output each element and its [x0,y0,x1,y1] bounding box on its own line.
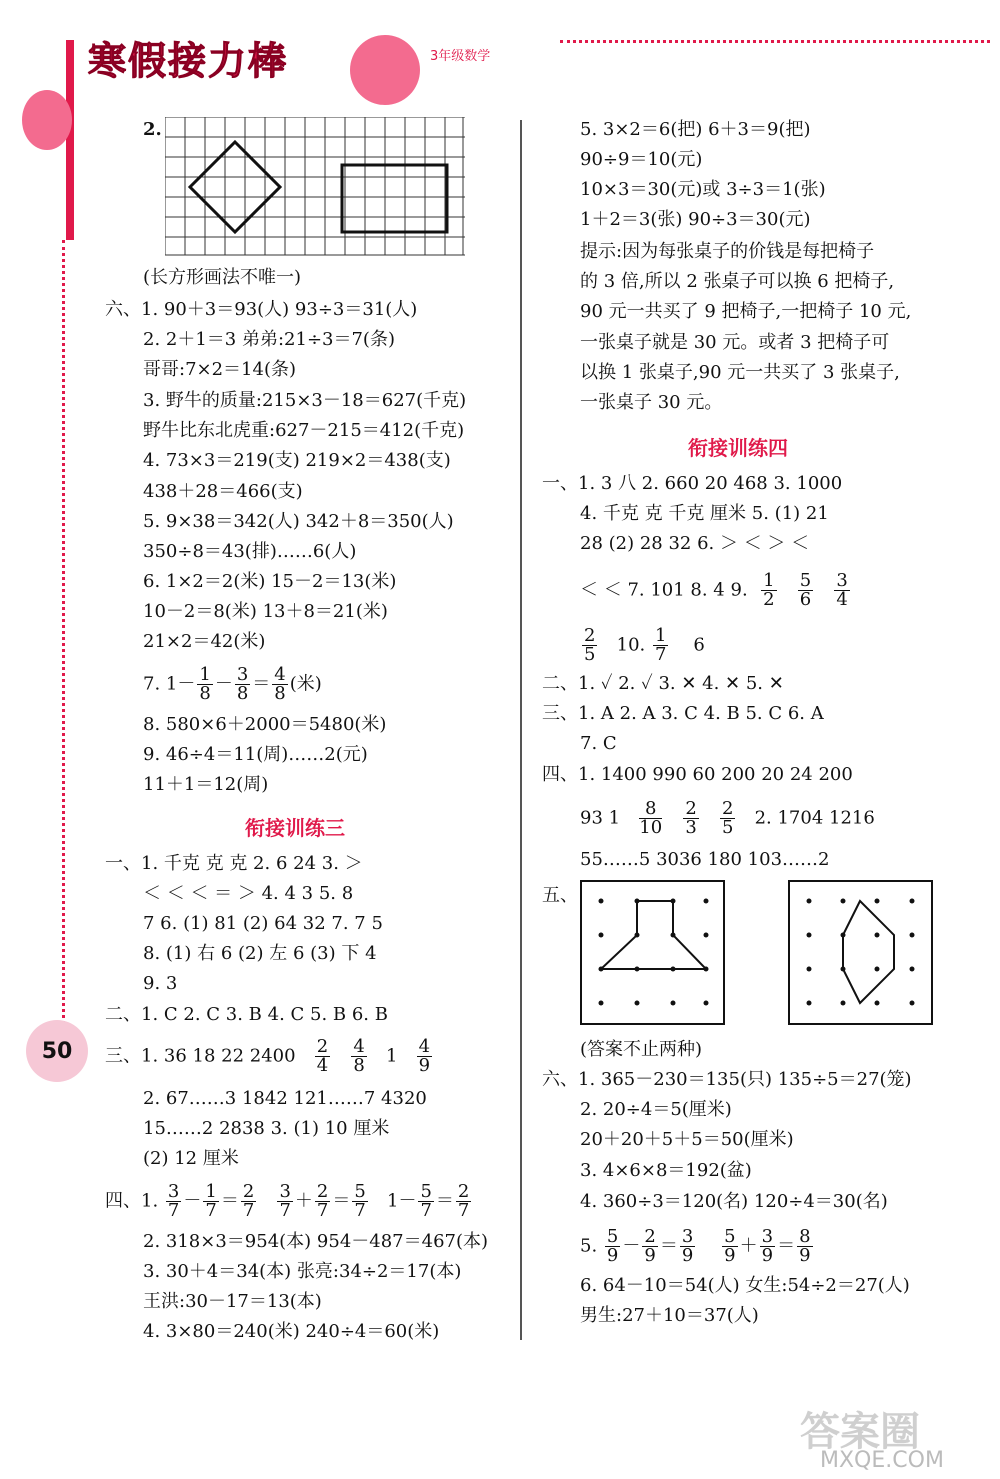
fraction: $\frac{1}{7}$ [655,625,667,665]
t4-line: 28 (2) 28 32 6. ＞ ＜ ＞ ＜ [580,533,810,554]
right-line: 的 3 倍,所以 2 张桌子可以换 6 把椅子, [580,271,895,292]
grid-note: (长方形画法不唯一) [143,267,302,288]
fraction: $\frac{5}{7}$ [354,1181,366,1221]
q7-equation: 7. 1－ $\frac{1}{8}$ － $\frac{3}{8}$ ＝ $\frac{4}{8}$ (米) [143,664,322,704]
fraction: $\frac{2}{4}$ [316,1036,329,1076]
fraction: $\frac{8}{9}$ [799,1226,811,1266]
t4-frac-row [580,800,875,837]
rectangle-shape [342,165,447,232]
left-sec6-line: 350÷8＝43(排)……6(人) [143,541,357,562]
t3-s3-mid: 1 [386,1045,398,1067]
left-sec6-line: 10－2＝8(米) 13＋8＝21(米) [143,601,388,622]
fraction: $\frac{2}{7}$ [242,1181,255,1221]
fraction: $\frac{2}{5}$ [721,798,734,838]
watermark-url: MXQE.COM [820,1448,944,1473]
t3-line: (2) 12 厘米 [143,1148,239,1169]
t4-row5 [580,627,705,664]
fraction: $\frac{5}{7}$ [420,1181,432,1221]
left-sec6-line: 4. 73×3＝219(支) 219×2＝438(支) [143,450,451,471]
q5-label: 5. [580,1235,598,1257]
t4-line: 7. C [580,733,617,754]
fraction: $\frac{2}{9}$ [644,1226,656,1266]
t3-line: 15……2 2838 3. (1) 10 厘米 [143,1118,390,1139]
fraction: $\frac{3}{4}$ [836,570,848,610]
left-sec6-line: 哥哥:7×2＝14(条) [143,359,296,380]
right-line: 一张桌子就是 30 元。或者 3 把椅子可 [580,332,890,353]
t3-line: 4. 3×80＝240(米) 240÷4＝60(米) [143,1321,440,1342]
left-sec6-line: 21×2＝42(米) [143,631,266,652]
fraction: $\frac{2}{3}$ [685,798,697,838]
t4-line: 四、1. 1400 990 60 200 20 24 200 [542,764,853,785]
grid-figure [165,117,465,257]
brand-banner [88,30,338,85]
left-line: 9. 46÷4＝11(周)……2(元) [143,744,368,765]
watermark-logo: 答案圈 [800,1409,920,1455]
mascot-left-icon [22,90,72,150]
fraction: $\frac{3}{9}$ [681,1226,694,1266]
t4-line: 三、1. A 2. A 3. C 4. B 5. C 6. A [542,703,824,724]
mascot-icon [350,35,420,105]
right-sec6-line: 4. 360÷3＝120(名) 120÷4＝30(名) [580,1191,888,1212]
t4-row4-text: ＜ ＜ 7. 101 8. 4 9. [580,579,748,601]
t3-s4-label: 四、1. [105,1190,159,1212]
t3-line: 王洪:30－17＝13(本) [143,1291,322,1312]
q5-row: 5. $\frac{5}{9}$ － $\frac{2}{9}$ ＝ $\frac{3}{9}$ $\frac{5}{9}$ ＋ $\frac{3}{9}$ ＝ $\frac{8}{9}$ [580,1226,811,1266]
fraction: $\frac{5}{9}$ [724,1226,736,1266]
q7-unit: (米) [289,673,322,695]
fraction: $\frac{1}{7}$ [205,1181,217,1221]
left-line: 11＋1＝12(周) [143,774,269,795]
section-title-3: 衔接训练三 [245,816,345,840]
right-line: 90 元一共买了 9 把椅子,一把椅子 10 元, [580,301,912,322]
right-line: 5. 3×2＝6(把) 6＋3＝9(把) [580,119,811,140]
brand-text: 寒假接力棒 [88,39,289,83]
right-sec6-line: 3. 4×6×8＝192(盆) [580,1160,752,1181]
t3-line: 一、1. 千克 克 克 2. 6 24 3. ＞ [105,853,363,874]
right-line: 男生:27＋10＝37(人) [580,1305,759,1326]
left-sec6-line: 2. 2＋1＝3 弟弟:21÷3＝7(条) [143,329,395,350]
t4-row5-end: 6 [693,634,705,656]
right-line: 1＋2＝3(张) 90÷3＝30(元) [580,209,811,230]
fraction: $\frac{3}{8}$ [236,664,249,704]
fraction: $\frac{2}{7}$ [316,1181,329,1221]
t3-line: 3. 30＋4＝34(本) 张亮:34÷2＝17(本) [143,1261,462,1282]
fraction: $\frac{3}{7}$ [279,1181,291,1221]
t4-line: 55……5 3036 180 103……2 [580,849,830,870]
dot-grid-figure-2 [788,880,933,1025]
right-sec6-line: 六、1. 365－230＝135(只) 135÷5＝27(笼) [542,1069,912,1090]
t3-line: ＜ ＜ ＜ ＝ ＞ 4. 4 3 5. 8 [143,883,354,904]
t4-line: 一、1. 3 八 2. 660 20 468 3. 1000 [542,473,843,494]
t3-line: 二、1. C 2. C 3. B 4. C 5. B 6. B [105,1004,388,1025]
right-line: 提示:因为每张桌子的价钱是每把椅子 [580,241,875,262]
q2-label: 2. [143,119,162,140]
t3-line: 2. 318×3＝954(本) 954－487＝467(本) [143,1231,489,1252]
right-line: 90÷9＝10(元) [580,149,703,170]
fraction: $\frac{2}{7}$ [457,1181,470,1221]
left-dotted-line [62,240,65,1060]
t4-line: 4. 千克 克 千克 厘米 5. (1) 21 [580,503,829,524]
right-line: 10×3＝30(元)或 3÷3＝1(张) [580,179,826,200]
left-sec6-line: 5. 9×38＝342(人) 342＋8＝350(人) [143,511,454,532]
left-sec6-line: 六、1. 90＋3＝93(人) 93÷3＝31(人) [105,299,418,320]
diamond-shape [190,142,280,232]
right-line: 6. 64－10＝54(人) 女生:54÷2＝27(人) [580,1275,910,1296]
fraction: $\frac{3}{9}$ [761,1226,774,1266]
t3-s3-row [105,1038,434,1075]
q7-label: 7. [143,673,161,695]
t4-frac-prefix: 93 1 [580,807,621,829]
t3-line: 8. (1) 右 6 (2) 左 6 (3) 下 4 [143,943,377,964]
left-sec6-line: 6. 1×2＝2(米) 15－2＝13(米) [143,571,397,592]
header-dotted-line [560,40,990,43]
t4-row4 [580,572,852,609]
left-sec6-line: 野牛比东北虎重:627－215＝412(千克) [143,420,465,441]
t4-line: 二、1. ✓ 2. ✓ 3. ✕ 4. ✕ 5. ✕ [542,673,784,694]
t4-row5-label: 10. [616,634,646,656]
header-red-bar [66,40,74,240]
t3-line: 7 6. (1) 81 (2) 64 32 7. 7 5 [143,913,383,934]
left-sec6-line: 438＋28＝466(支) [143,481,303,502]
grade-label: 3年级数学 [430,49,491,64]
fraction: $\frac{2}{5}$ [584,625,596,665]
t3-s3-prefix: 三、1. 36 18 22 2400 [105,1045,296,1067]
right-sec6-line: 20＋20＋5＋5＝50(厘米) [580,1129,794,1150]
t3-line: 9. 3 [143,973,178,994]
left-sec6-line: 3. 野牛的质量:215×3－18＝627(千克) [143,390,467,411]
fraction: $\frac{5}{9}$ [606,1226,619,1266]
sec5-note: (答案不止两种) [580,1039,703,1060]
t4-frac-suffix: 2. 1704 1216 [754,807,875,829]
right-sec6-line: 2. 20÷4＝5(厘米) [580,1099,732,1120]
fraction: $\frac{1}{8}$ [199,664,211,704]
q7-term: 1 [165,673,178,695]
dot-grid-figure-1 [580,880,725,1025]
t3-s4-row: 四、1. $\frac{3}{7}$ － $\frac{1}{7}$ ＝ $\frac{2}{7}$ $\frac{3}{7}$ ＋ $\frac{2}{7}$ ＝ $\frac{5}{7}$ 1－ $\frac{5}{7}$ ＝ $\frac{2}{7}$ [105,1181,470,1221]
page-number: 50 [26,1020,88,1082]
fraction: $\frac{3}{7}$ [167,1181,180,1221]
column-divider [520,120,522,1340]
sec5-label: 五、 [542,885,578,906]
fraction: $\frac{1}{2}$ [763,570,775,610]
fraction: $\frac{5}{6}$ [799,570,812,610]
right-line: 一张桌子 30 元。 [580,392,723,413]
fraction: $\frac{4}{8}$ [353,1036,365,1076]
right-line: 以换 1 张桌子,90 元一共买了 3 张桌子, [580,362,900,383]
t3-line: 2. 67……3 1842 121……7 4320 [143,1088,427,1109]
section-title-4: 衔接训练四 [688,436,788,460]
left-line: 8. 580×6＋2000＝5480(米) [143,714,387,735]
fraction: $\frac{4}{8}$ [274,664,286,704]
fraction: $\frac{4}{9}$ [418,1036,431,1076]
fraction: $\frac{8}{10}$ [639,798,663,838]
